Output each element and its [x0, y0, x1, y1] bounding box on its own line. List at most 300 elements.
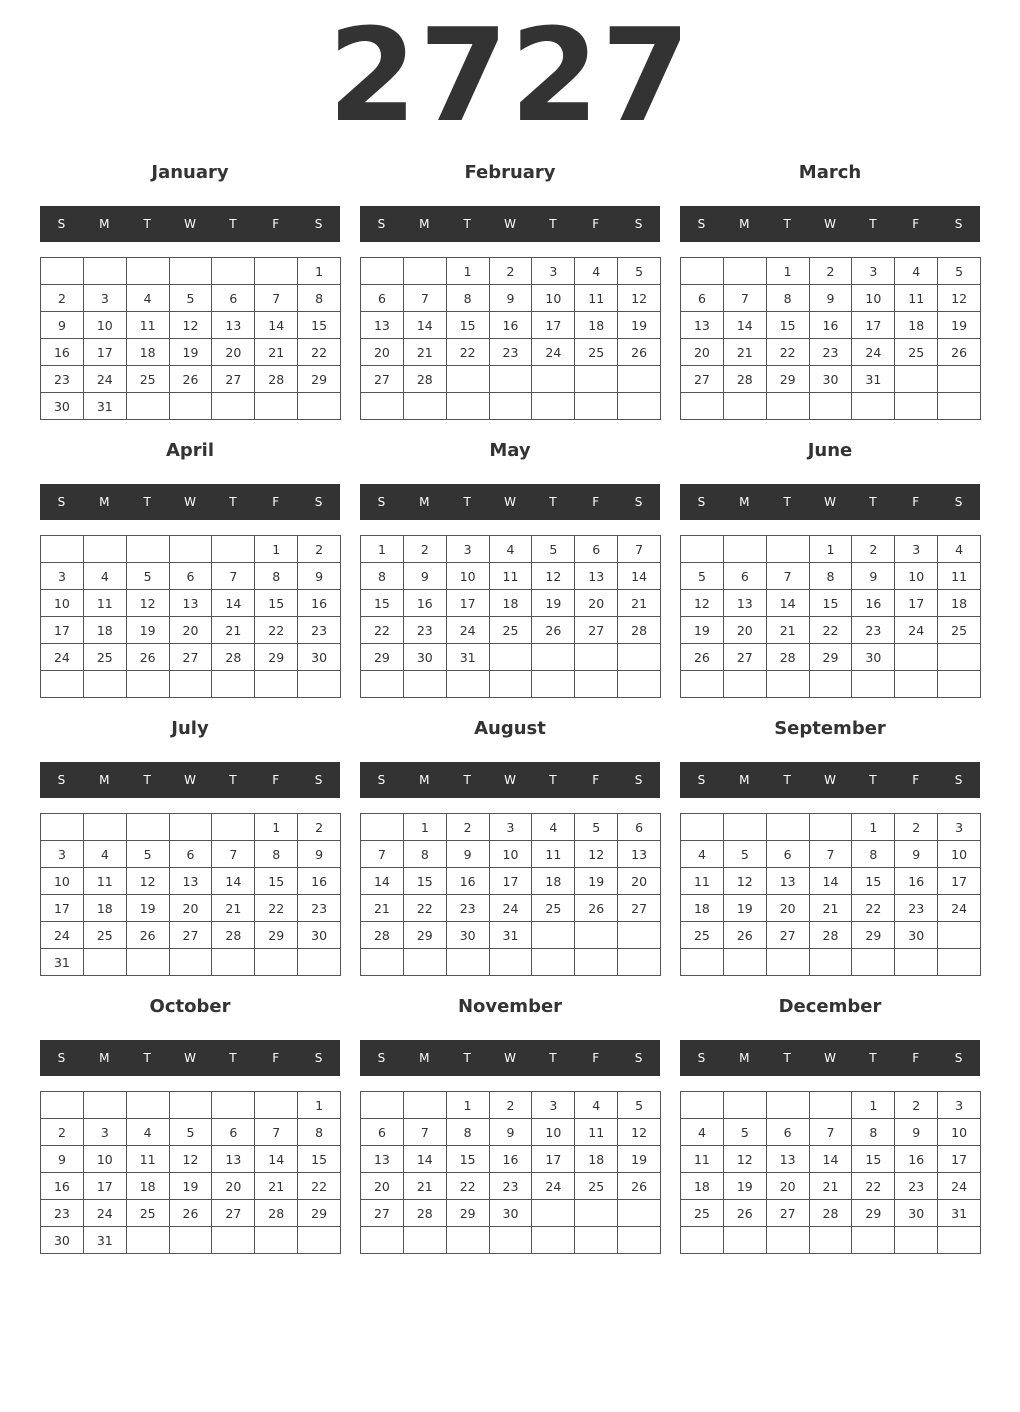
day-cell: 24	[446, 617, 489, 644]
day-cell	[618, 1200, 661, 1227]
day-cell: 21	[403, 339, 446, 366]
weekday-label: F	[912, 1051, 920, 1065]
day-cell: 12	[723, 868, 766, 895]
day-cell	[403, 258, 446, 285]
week-row	[681, 895, 981, 922]
day-cell: 13	[212, 312, 255, 339]
day-cell: 4	[126, 1119, 169, 1146]
day-cell: 11	[681, 868, 724, 895]
weekday-label: T	[549, 495, 557, 509]
day-cell: 10	[532, 1119, 575, 1146]
day-cell	[126, 949, 169, 976]
weekday-label: W	[184, 1051, 196, 1065]
day-cell: 8	[809, 563, 852, 590]
month-name: June	[807, 440, 853, 461]
day-cell: 18	[938, 590, 981, 617]
day-cell: 4	[575, 258, 618, 285]
day-cell: 15	[446, 1146, 489, 1173]
day-cell: 6	[361, 285, 404, 312]
day-cell	[681, 1092, 724, 1119]
day-cell	[938, 671, 981, 698]
day-cell	[895, 644, 938, 671]
day-cell: 22	[298, 1173, 341, 1200]
week-row	[361, 536, 661, 563]
day-cell	[298, 393, 341, 420]
week-row	[41, 536, 341, 563]
day-cell: 4	[126, 285, 169, 312]
day-cell	[212, 1227, 255, 1254]
day-cell: 15	[403, 868, 446, 895]
day-cell: 30	[446, 922, 489, 949]
day-grid	[40, 257, 341, 420]
day-cell	[618, 1227, 661, 1254]
day-cell: 12	[618, 1119, 661, 1146]
day-cell	[255, 1227, 298, 1254]
day-cell: 12	[532, 563, 575, 590]
day-cell: 26	[575, 895, 618, 922]
day-grid	[360, 1091, 661, 1254]
day-cell: 24	[83, 1200, 126, 1227]
weekday-label: W	[504, 773, 516, 787]
day-cell: 31	[938, 1200, 981, 1227]
day-cell	[575, 644, 618, 671]
week-row	[41, 949, 341, 976]
day-cell	[723, 1092, 766, 1119]
day-cell: 16	[895, 1146, 938, 1173]
day-cell: 7	[723, 285, 766, 312]
day-cell: 26	[169, 366, 212, 393]
day-cell: 15	[852, 868, 895, 895]
day-cell	[532, 922, 575, 949]
day-cell	[895, 393, 938, 420]
week-row	[681, 1227, 981, 1254]
day-cell: 22	[446, 1173, 489, 1200]
weekday-label: S	[697, 217, 706, 231]
month-name: November	[457, 996, 563, 1017]
day-grid	[40, 1091, 341, 1254]
day-cell: 6	[766, 1119, 809, 1146]
weekday-label: S	[954, 495, 963, 509]
day-cell	[681, 536, 724, 563]
day-cell: 5	[938, 258, 981, 285]
week-row	[41, 285, 341, 312]
day-cell: 8	[298, 1119, 341, 1146]
day-cell: 10	[895, 563, 938, 590]
weekday-header	[360, 484, 660, 520]
day-cell: 29	[766, 366, 809, 393]
day-cell: 12	[126, 868, 169, 895]
weekday-label: T	[549, 217, 557, 231]
day-cell	[298, 671, 341, 698]
day-cell: 9	[446, 841, 489, 868]
day-cell: 14	[403, 312, 446, 339]
day-cell	[938, 949, 981, 976]
day-cell: 10	[41, 868, 84, 895]
day-cell: 17	[532, 312, 575, 339]
day-cell: 3	[532, 258, 575, 285]
weekday-label: M	[99, 1051, 110, 1065]
day-cell: 19	[532, 590, 575, 617]
day-cell: 8	[852, 1119, 895, 1146]
day-cell: 2	[489, 258, 532, 285]
weekday-label: S	[57, 1051, 66, 1065]
day-cell: 14	[809, 1146, 852, 1173]
day-cell: 24	[938, 1173, 981, 1200]
week-row	[681, 536, 981, 563]
day-cell: 12	[938, 285, 981, 312]
day-grid	[40, 535, 341, 698]
weekday-header	[680, 762, 980, 798]
day-cell: 17	[532, 1146, 575, 1173]
day-cell: 19	[126, 895, 169, 922]
day-cell: 30	[403, 644, 446, 671]
day-cell	[532, 949, 575, 976]
day-cell: 31	[83, 1227, 126, 1254]
weekday-header	[360, 1040, 660, 1076]
day-cell: 2	[489, 1092, 532, 1119]
day-cell: 29	[361, 644, 404, 671]
day-cell: 9	[852, 563, 895, 590]
day-cell: 27	[169, 922, 212, 949]
day-cell: 2	[895, 814, 938, 841]
weekday-header	[680, 484, 980, 520]
day-cell	[575, 949, 618, 976]
day-cell: 23	[446, 895, 489, 922]
week-row	[681, 590, 981, 617]
day-cell	[895, 366, 938, 393]
day-cell: 2	[41, 285, 84, 312]
week-row	[681, 312, 981, 339]
day-cell	[766, 814, 809, 841]
day-cell: 15	[361, 590, 404, 617]
day-cell: 14	[255, 312, 298, 339]
day-cell: 10	[938, 1119, 981, 1146]
day-cell: 2	[809, 258, 852, 285]
day-cell	[255, 393, 298, 420]
day-cell: 25	[895, 339, 938, 366]
week-row	[41, 841, 341, 868]
weekday-label: T	[143, 495, 151, 509]
day-cell: 3	[895, 536, 938, 563]
day-cell: 17	[489, 868, 532, 895]
week-row	[361, 1119, 661, 1146]
day-cell: 22	[446, 339, 489, 366]
day-cell: 25	[83, 644, 126, 671]
day-cell: 9	[403, 563, 446, 590]
day-cell: 30	[489, 1200, 532, 1227]
weekday-label: S	[954, 773, 963, 787]
day-cell: 18	[681, 895, 724, 922]
day-cell: 14	[766, 590, 809, 617]
day-cell: 17	[83, 339, 126, 366]
day-cell: 18	[532, 868, 575, 895]
day-cell: 15	[766, 312, 809, 339]
weekday-label: T	[463, 495, 471, 509]
day-cell: 17	[938, 868, 981, 895]
weekday-label: W	[824, 1051, 836, 1065]
week-row	[41, 1200, 341, 1227]
day-cell: 1	[446, 1092, 489, 1119]
day-cell: 24	[83, 366, 126, 393]
day-cell: 29	[298, 366, 341, 393]
day-cell: 30	[852, 644, 895, 671]
week-row	[41, 1119, 341, 1146]
day-cell: 6	[618, 814, 661, 841]
weekday-label: S	[57, 773, 66, 787]
week-row	[681, 366, 981, 393]
day-cell: 1	[255, 814, 298, 841]
day-cell	[212, 393, 255, 420]
day-cell	[126, 393, 169, 420]
day-cell: 28	[403, 1200, 446, 1227]
weekday-label: F	[272, 773, 280, 787]
day-cell	[255, 1092, 298, 1119]
day-cell: 27	[723, 644, 766, 671]
day-cell: 26	[169, 1200, 212, 1227]
month-name: September	[774, 718, 886, 739]
day-cell: 12	[126, 590, 169, 617]
day-cell: 23	[809, 339, 852, 366]
day-cell: 17	[852, 312, 895, 339]
day-cell	[809, 949, 852, 976]
day-cell	[403, 671, 446, 698]
day-cell	[766, 949, 809, 976]
day-cell: 22	[255, 617, 298, 644]
day-cell	[169, 671, 212, 698]
day-cell: 7	[255, 1119, 298, 1146]
weekday-label: S	[697, 1051, 706, 1065]
day-cell: 5	[532, 536, 575, 563]
day-cell	[852, 671, 895, 698]
week-row	[681, 1146, 981, 1173]
day-cell: 9	[41, 1146, 84, 1173]
day-cell: 23	[403, 617, 446, 644]
day-cell: 23	[489, 339, 532, 366]
day-cell: 18	[575, 312, 618, 339]
weekday-label: T	[783, 773, 791, 787]
week-row	[361, 285, 661, 312]
day-cell	[126, 814, 169, 841]
day-grid	[680, 813, 981, 976]
day-cell: 5	[575, 814, 618, 841]
day-cell: 13	[766, 1146, 809, 1173]
day-cell: 1	[852, 814, 895, 841]
year-title: 2727	[327, 2, 693, 151]
day-cell: 24	[41, 644, 84, 671]
day-cell	[212, 814, 255, 841]
day-cell	[681, 393, 724, 420]
weekday-label: T	[783, 217, 791, 231]
week-row	[361, 258, 661, 285]
week-row	[361, 895, 661, 922]
week-row	[361, 563, 661, 590]
week-row	[41, 868, 341, 895]
day-cell	[618, 393, 661, 420]
day-cell: 4	[575, 1092, 618, 1119]
day-cell: 4	[83, 841, 126, 868]
day-cell: 17	[41, 895, 84, 922]
day-cell: 7	[403, 1119, 446, 1146]
week-row	[361, 1173, 661, 1200]
weekday-label: W	[184, 773, 196, 787]
weekday-header	[40, 762, 340, 798]
day-cell	[938, 922, 981, 949]
weekday-label: W	[184, 217, 196, 231]
day-cell: 16	[489, 1146, 532, 1173]
day-cell	[532, 644, 575, 671]
weekday-label: T	[229, 217, 237, 231]
week-row	[41, 258, 341, 285]
day-cell: 2	[41, 1119, 84, 1146]
weekday-label: M	[739, 495, 750, 509]
day-cell	[852, 1227, 895, 1254]
day-cell: 13	[361, 1146, 404, 1173]
weekday-label: T	[463, 773, 471, 787]
day-cell: 28	[723, 366, 766, 393]
day-cell: 31	[83, 393, 126, 420]
day-cell: 21	[403, 1173, 446, 1200]
day-cell: 16	[895, 868, 938, 895]
day-cell	[938, 1227, 981, 1254]
day-cell: 11	[938, 563, 981, 590]
day-cell	[681, 258, 724, 285]
day-cell: 21	[809, 1173, 852, 1200]
day-cell: 30	[895, 922, 938, 949]
day-cell: 9	[489, 1119, 532, 1146]
day-cell: 10	[83, 312, 126, 339]
day-cell: 13	[618, 841, 661, 868]
day-cell: 11	[895, 285, 938, 312]
day-cell: 14	[403, 1146, 446, 1173]
day-cell: 11	[532, 841, 575, 868]
day-cell: 26	[618, 339, 661, 366]
day-cell	[532, 1200, 575, 1227]
day-cell	[169, 258, 212, 285]
day-cell: 11	[681, 1146, 724, 1173]
day-cell: 1	[852, 1092, 895, 1119]
day-cell: 9	[298, 563, 341, 590]
weekday-label: T	[143, 773, 151, 787]
day-cell	[489, 644, 532, 671]
day-cell	[575, 1200, 618, 1227]
weekday-label: S	[634, 1051, 643, 1065]
day-cell: 7	[618, 536, 661, 563]
day-cell	[255, 949, 298, 976]
day-cell: 1	[403, 814, 446, 841]
week-row	[361, 1092, 661, 1119]
day-cell: 31	[489, 922, 532, 949]
day-cell: 5	[169, 1119, 212, 1146]
day-grid	[360, 535, 661, 698]
weekday-label: T	[869, 773, 877, 787]
day-cell: 5	[126, 841, 169, 868]
day-cell: 25	[126, 366, 169, 393]
day-cell	[489, 1227, 532, 1254]
day-cell: 22	[766, 339, 809, 366]
week-row	[681, 285, 981, 312]
day-cell: 15	[255, 590, 298, 617]
day-cell: 4	[895, 258, 938, 285]
day-cell: 28	[255, 366, 298, 393]
day-cell: 19	[575, 868, 618, 895]
day-cell: 20	[575, 590, 618, 617]
day-cell	[403, 949, 446, 976]
day-cell: 27	[766, 1200, 809, 1227]
month-name: January	[151, 162, 229, 183]
day-cell: 24	[938, 895, 981, 922]
day-cell: 31	[852, 366, 895, 393]
day-cell: 20	[361, 1173, 404, 1200]
day-cell	[723, 393, 766, 420]
day-cell: 20	[618, 868, 661, 895]
week-row	[361, 590, 661, 617]
day-cell: 13	[169, 590, 212, 617]
day-cell: 17	[895, 590, 938, 617]
day-cell	[446, 393, 489, 420]
day-cell	[852, 393, 895, 420]
day-cell: 4	[681, 1119, 724, 1146]
day-cell: 19	[723, 1173, 766, 1200]
day-cell	[255, 258, 298, 285]
day-cell: 4	[938, 536, 981, 563]
week-row	[681, 339, 981, 366]
day-cell	[532, 671, 575, 698]
day-cell	[212, 1092, 255, 1119]
day-cell: 18	[895, 312, 938, 339]
week-row	[361, 1227, 661, 1254]
day-cell: 1	[361, 536, 404, 563]
day-cell	[169, 949, 212, 976]
day-cell: 30	[298, 922, 341, 949]
day-cell: 10	[41, 590, 84, 617]
day-cell	[895, 671, 938, 698]
weekday-label: W	[824, 217, 836, 231]
day-cell: 18	[126, 339, 169, 366]
weekday-label: F	[272, 1051, 280, 1065]
day-cell	[766, 671, 809, 698]
day-cell: 28	[212, 922, 255, 949]
day-cell: 1	[298, 258, 341, 285]
weekday-label: T	[783, 1051, 791, 1065]
week-row	[41, 590, 341, 617]
day-cell	[575, 1227, 618, 1254]
day-cell	[938, 393, 981, 420]
weekday-label: W	[824, 495, 836, 509]
day-cell	[852, 949, 895, 976]
day-cell	[446, 671, 489, 698]
day-cell: 25	[575, 339, 618, 366]
day-cell: 23	[489, 1173, 532, 1200]
day-cell	[895, 1227, 938, 1254]
day-cell: 17	[41, 617, 84, 644]
week-row	[41, 671, 341, 698]
week-row	[681, 258, 981, 285]
day-cell	[212, 671, 255, 698]
day-grid	[40, 813, 341, 976]
day-cell	[41, 814, 84, 841]
day-cell: 14	[723, 312, 766, 339]
weekday-label: W	[504, 1051, 516, 1065]
day-cell: 28	[618, 617, 661, 644]
weekday-label: T	[869, 1051, 877, 1065]
day-cell: 6	[575, 536, 618, 563]
day-cell: 8	[852, 841, 895, 868]
day-cell: 21	[255, 339, 298, 366]
week-row	[681, 563, 981, 590]
day-cell: 11	[126, 1146, 169, 1173]
day-cell	[169, 536, 212, 563]
day-cell: 7	[361, 841, 404, 868]
